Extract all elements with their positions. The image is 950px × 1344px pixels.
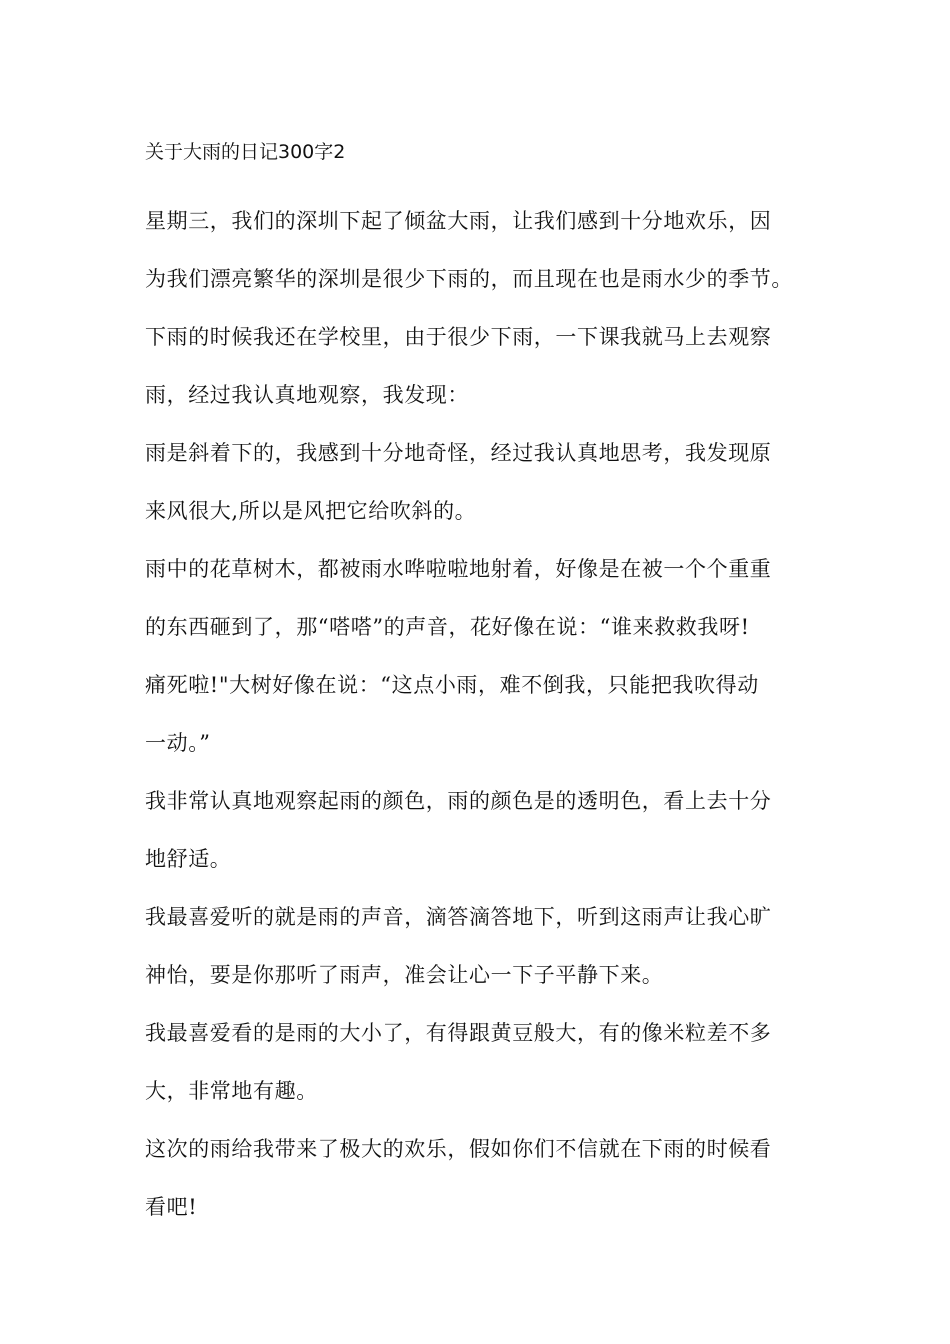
paragraph-3 <box>145 424 815 540</box>
document-body <box>145 192 815 1236</box>
paragraph-7 <box>145 1004 815 1120</box>
text-line: 一动。” <box>145 731 211 755</box>
text-line: 为我们漂亮繁华的深圳是很少下雨的，而且现在也是雨水少的季节。 <box>145 267 793 291</box>
text-line: 神怡，要是你那听了雨声，准会让心一下子平静下来。 <box>145 963 664 987</box>
text-line: 雨中的花草树木，都被雨水哗啦啦地射着，好像是在被一个个重重 <box>145 557 772 581</box>
text-line: 我最喜爱看的是雨的大小了，有得跟黄豆般大，有的像米粒差不多 <box>145 1021 772 1045</box>
paragraph-2 <box>145 308 815 424</box>
text-line: 我非常认真地观察起雨的颜色，雨的颜色是的透明色，看上去十分 <box>145 789 772 813</box>
text-line: 来风很大,所以是风把它给吹斜的。 <box>145 499 477 523</box>
paragraph-4 <box>145 540 815 772</box>
text-line: 痛死啦!"大树好像在说：“这点小雨，难不倒我，只能把我吹得动 <box>145 673 759 697</box>
paragraph-8 <box>145 1120 815 1236</box>
text-line: 我最喜爱听的就是雨的声音，滴答滴答地下，听到这雨声让我心旷 <box>145 905 772 929</box>
text-line: 星期三，我们的深圳下起了倾盆大雨，让我们感到十分地欢乐，因 <box>145 209 772 233</box>
text-line: 雨，经过我认真地观察，我发现： <box>145 383 469 407</box>
text-line: 地舒适。 <box>145 847 232 871</box>
text-line: 这次的雨给我带来了极大的欢乐，假如你们不信就在下雨的时候看 <box>145 1137 772 1161</box>
paragraph-1 <box>145 192 815 308</box>
paragraph-6 <box>145 888 815 1004</box>
document-title: 关于大雨的日记300字2 <box>145 141 346 163</box>
text-line: 下雨的时候我还在学校里，由于很少下雨，一下课我就马上去观察 <box>145 325 772 349</box>
paragraph-5 <box>145 772 815 888</box>
text-line: 的东西砸到了，那“嗒嗒”的声音，花好像在说：“谁来救救我呀! <box>145 615 750 639</box>
text-line: 大，非常地有趣。 <box>145 1079 318 1103</box>
text-line: 看吧! <box>145 1195 198 1219</box>
text-line: 雨是斜着下的，我感到十分地奇怪，经过我认真地思考，我发现原 <box>145 441 772 465</box>
